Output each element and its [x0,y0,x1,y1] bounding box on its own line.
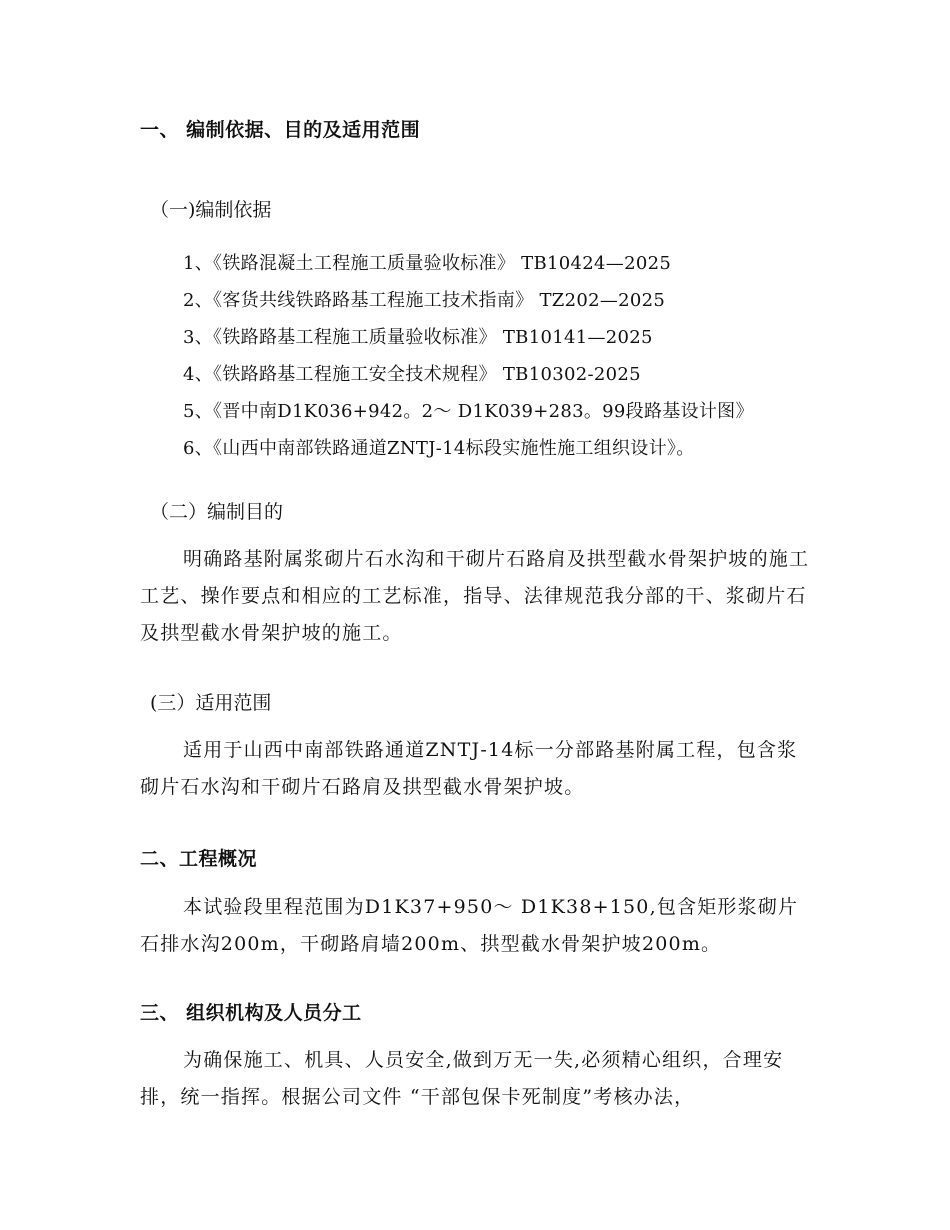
reference-item-6: 6、《山西中南部铁路通道ZNTJ-14标段实施性施工组织设计》。 [183,438,695,459]
organization-paragraph: 为确保施工、机具、人员安全,做到万无一失,必须精心组织，合理安排，统一指挥。根据公司文件 “干部包保卡死制度”考核办法， [140,1049,784,1108]
purpose-paragraph: 明确路基附属浆砌片石水沟和干砌片石路肩及拱型截水骨架护坡的施工工艺、操作要点和相应的工艺标准，指导、法律规范我分部的干、浆砌片石及拱型截水骨架护坡的施工。 [140,548,810,644]
reference-item-5: 5、《晋中南D1K036+942。2～ D1K039+283。99段路基设计图》 [183,401,754,422]
subsection-scope-title: (三）适用范围 [150,692,272,714]
subsection-basis-title: （一)编制依据 [150,199,272,221]
subsection-purpose-title: （二）编制目的 [150,501,284,523]
overview-paragraph: 本试验段里程范围为D1K37+950～ D1K38+150,包含矩形浆砌片石排水沟200m，干砌路肩墙200m、拱型截水骨架护坡200m。 [140,896,799,955]
reference-item-4: 4、《铁路路基工程施工安全技术规程》 TB10302-2025 [183,364,641,385]
scope-paragraph: 适用于山西中南部铁路通道ZNTJ-14标一分部路基附属工程，包含浆砌片石水沟和干砌片石路肩及拱型截水骨架护坡。 [140,739,798,798]
reference-item-1: 1、《铁路混凝土工程施工质量验收标准》 TB10424—2025 [183,253,672,274]
section-2-title: 二、工程概况 [140,848,258,870]
section-1-title: 一、 编制依据、目的及适用范围 [140,119,421,141]
section-3-title: 三、 组织机构及人员分工 [140,1002,362,1024]
reference-item-3: 3、《铁路路基工程施工质量验收标准》 TB10141—2025 [183,327,653,348]
reference-item-2: 2、《客货共线铁路路基工程施工技术指南》 TZ202—2025 [183,290,666,311]
